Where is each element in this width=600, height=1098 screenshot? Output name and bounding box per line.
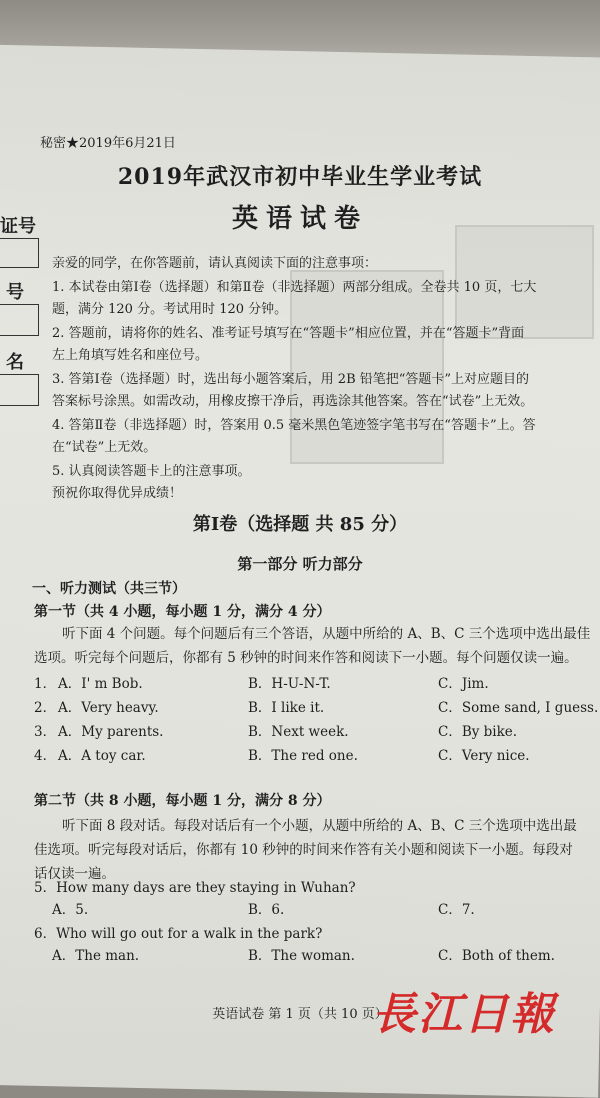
instruction-line: 预祝你取得优异成绩！ xyxy=(52,486,183,501)
option-b: B．The woman. xyxy=(248,948,355,964)
option-c: C．Very nice. xyxy=(438,748,530,764)
section1-heading: 第一节（共 4 小题，每小题 1 分，满分 4 分） xyxy=(34,604,331,620)
question-6-stem: 6．Who will go out for a walk in the park? xyxy=(34,926,323,942)
section1-text: 选项。听完每个问题后，你都有 5 秒钟的时间来作答和阅读下一小题。每个问题仅读一遍。 xyxy=(34,650,578,666)
listening-heading: 一、听力测试（共三节） xyxy=(32,581,186,597)
exam-title: 2019年武汉市初中毕业生学业考试 xyxy=(117,164,483,190)
number-box xyxy=(0,304,39,336)
question-number: 1． xyxy=(34,676,57,692)
section2-text: 听下面 8 段对话。每段对话后有一个小题，从题中所给的 A、B、C 三个选项中选出最 xyxy=(62,818,577,834)
section2-text: 话仅读一遍。 xyxy=(34,866,115,882)
option-a: A．The man. xyxy=(52,948,140,964)
option-a: A．5. xyxy=(52,902,89,918)
option-c: C．By bike. xyxy=(438,724,518,740)
question-number: 4． xyxy=(34,748,57,764)
instruction-line: 5. 认真阅读答题卡上的注意事项。 xyxy=(52,464,251,479)
option-a: A．I' m Bob. xyxy=(58,676,143,692)
side-label-name: 名 xyxy=(6,352,24,373)
section1-text: 听下面 4 个问题。每个问题后有三个答语，从题中所给的 A、B、C 三个选项中选出最佳 xyxy=(62,626,591,642)
section-title: 第一部分 听力部分 xyxy=(237,555,363,573)
side-label-id: 证号 xyxy=(0,216,36,237)
part-title: 第Ⅰ卷（选择题 共 85 分） xyxy=(192,514,408,535)
option-b: B．I like it. xyxy=(248,700,325,716)
section2-heading: 第二节（共 8 小题，每小题 1 分，满分 8 分） xyxy=(34,793,331,809)
side-label-number: 号 xyxy=(6,282,24,303)
instruction-line: 左上角填写姓名和座位号。 xyxy=(52,348,209,363)
instruction-line: 2. 答题前，请将你的姓名、准考证号填写在“答题卡”相应位置，并在“答题卡”背面 xyxy=(52,326,525,341)
question-number: 2． xyxy=(34,700,57,716)
option-c: C．7. xyxy=(438,902,475,918)
option-c: C．Some sand, I guess. xyxy=(438,700,599,716)
option-a: A．Very heavy. xyxy=(58,700,159,716)
question-number: 3． xyxy=(34,724,57,740)
question-5-stem: 5．How many days are they staying in Wuhan? xyxy=(34,880,356,896)
id-box xyxy=(0,238,39,268)
instruction-line: 1. 本试卷由第Ⅰ卷（选择题）和第Ⅱ卷（非选择题）两部分组成。全卷共 10 页，七大 xyxy=(52,280,537,295)
option-c: C．Jim. xyxy=(438,676,489,692)
name-box xyxy=(0,374,39,406)
option-b: B．The red one. xyxy=(248,748,358,764)
exam-subtitle: 英语试卷 xyxy=(231,204,368,234)
section2-text: 佳选项。听完每段对话后，你都有 10 秒钟的时间来作答有关小题和阅读下一小题。每段对 xyxy=(34,842,573,858)
instructions-intro: 亲爱的同学，在你答题前，请认真阅读下面的注意事项： xyxy=(52,256,378,271)
instruction-line: 4. 答第Ⅱ卷（非选择题）时，答案用 0.5 毫米黑色笔迹签字笔书写在“答题卡”上。答 xyxy=(52,418,536,433)
instruction-line: 3. 答第Ⅰ卷（选择题）时，选出每小题答案后，用 2B 铅笔把“答题卡”上对应题目的 xyxy=(52,372,530,387)
option-b: B．6. xyxy=(248,902,285,918)
option-b: B．H-U-N-T. xyxy=(248,676,331,692)
option-a: A．A toy car. xyxy=(58,748,146,764)
instruction-line: 在“试卷”上无效。 xyxy=(52,440,157,455)
page-footer: 英语试卷 第 1 页（共 10 页） xyxy=(212,1007,388,1022)
instruction-line: 题，满分 120 分。考试用时 120 分钟。 xyxy=(52,302,288,317)
instruction-line: 答案标号涂黑。如需改动，用橡皮擦干净后，再选涂其他答案。答在“试卷”上无效。 xyxy=(52,394,534,409)
option-c: C．Both of them. xyxy=(438,948,555,964)
option-b: B．Next week. xyxy=(248,724,349,740)
changjiang-daily-logo: 長江日報 xyxy=(372,989,556,1040)
option-a: A．My parents. xyxy=(58,724,164,740)
secret-date-line: 秘密★2019年6月21日 xyxy=(40,136,176,151)
